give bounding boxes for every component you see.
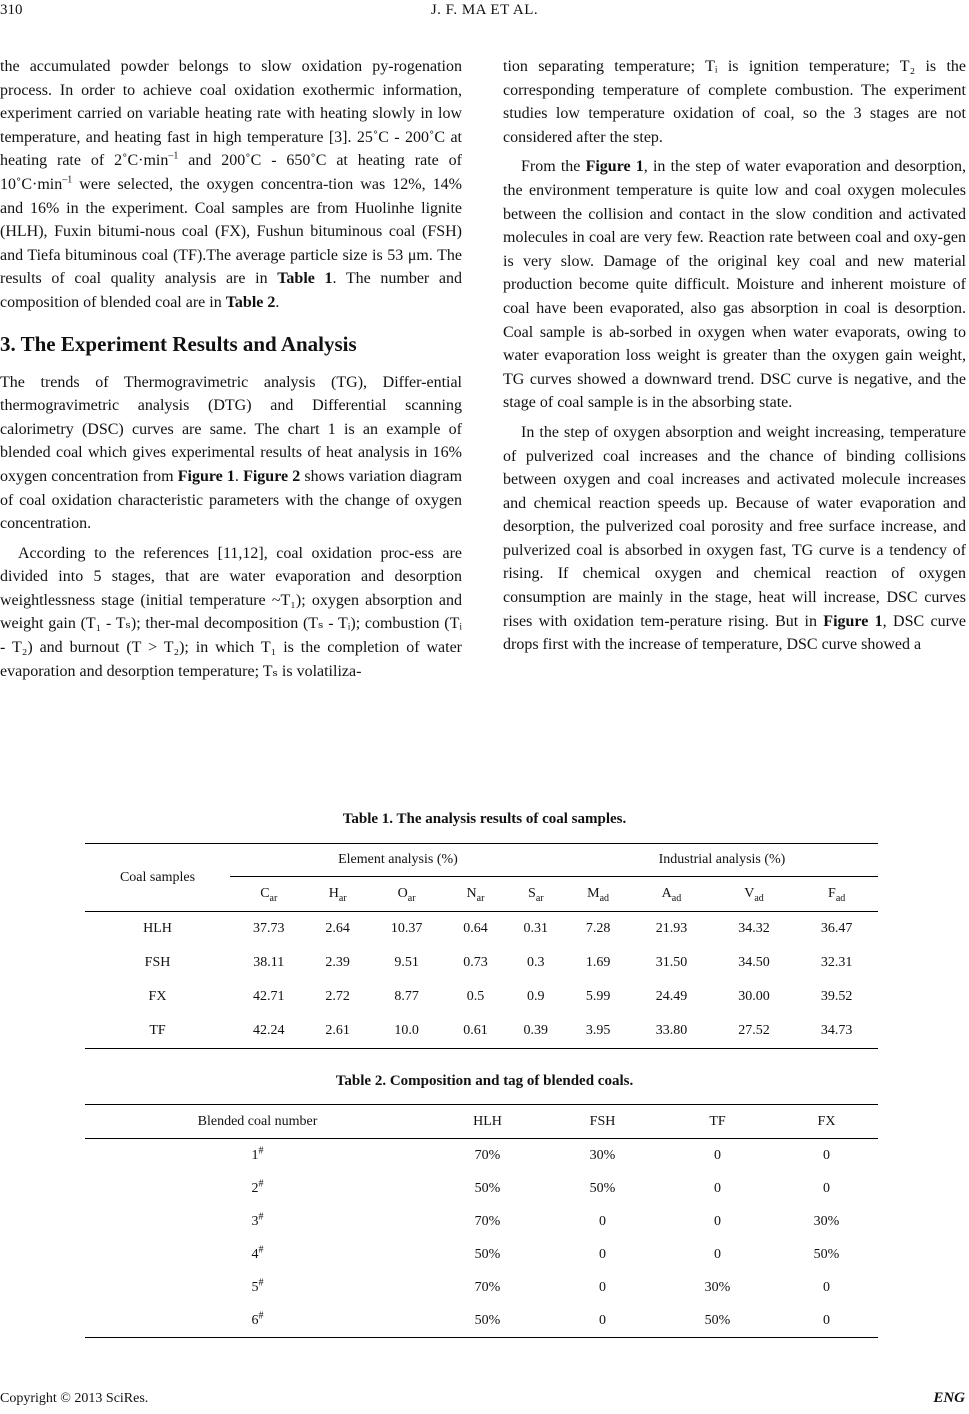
table-cell: 34.32 — [738, 921, 770, 936]
table-cell: 2.61 — [325, 1023, 350, 1038]
table-cell: 38.11 — [253, 955, 285, 970]
table-cell: 30% — [813, 1213, 840, 1229]
table-cell: 0.3 — [527, 955, 545, 970]
table-cell: 0.39 — [523, 1023, 549, 1038]
table-cell: 0 — [599, 1279, 606, 1295]
table-cell: 0 — [599, 1312, 606, 1328]
table-cell: 50% — [813, 1246, 840, 1262]
table-cell: 5.99 — [585, 989, 611, 1004]
table-cell: 70% — [474, 1147, 501, 1163]
table-cell: 7.28 — [585, 921, 611, 936]
table-cell: 0.9 — [527, 989, 545, 1004]
table-cell: 70% — [474, 1279, 501, 1295]
table-cell: 0.31 — [523, 921, 549, 936]
right-paragraph-2: From the Figure 1, in the step of water evaporation and desorption, the environment temperature is quite low and coal oxygen molecules between the collision and contact in the slow condition and activated molecules in coal are very few. Reaction rate between coal and oxy-gen is very slow. Damage of the original key coal and new material production become quite difficult. Moisture and inherent moisture of coal have been evaporated, also gas absorption in coal is desorption. Coal sample is ab-sorbed in oxygen when water evaporats, owing to water evaporation loss weight is greater than the oxygen gain weight, TG curves showed a downward trend. DSC curve is negative, and the stage of coal sample is in the absorbing state. — [503, 158, 967, 412]
journal-abbreviation: ENG — [933, 1390, 965, 1406]
table-cell: 70% — [474, 1213, 501, 1229]
table-cell: 30.00 — [738, 989, 770, 1004]
column-header: $M_{ad}$ — [587, 886, 610, 904]
table-cell: 31.50 — [655, 955, 688, 970]
figure-1-reference: Figure 1 — [585, 158, 644, 176]
industrial-analysis-header: Industrial analysis (%) — [566, 844, 878, 877]
table-1-caption: Table 1. The analysis results of coal samples. — [342, 811, 627, 827]
table-cell: 10.37 — [390, 921, 423, 936]
table-cell: 0 — [823, 1147, 830, 1163]
left-paragraph-2: The trends of Thermogravimetric analysis (TG), Differ-ential thermogravimetric analysis (DTG) and Differential scanning calorimetry (DSC) curves are same. The chart 1 is an example of blended coal which gives experimental results of heat analysis in 16% oxygen concentration from Figure 1. Figure 2 shows variation diagram of coal oxidation characteristic parameters with the change of oxygen concentration. — [0, 373, 463, 533]
element-analysis-header: Element analysis (%) — [230, 844, 566, 877]
blended-coal-number: 5# — [251, 1276, 264, 1295]
figure-2-reference: Figure 2 — [243, 467, 301, 485]
table-cell: 0 — [714, 1213, 721, 1229]
blended-coal-table — [85, 1104, 878, 1338]
table-cell: 50% — [704, 1312, 731, 1328]
table-cell: 0 — [823, 1180, 830, 1196]
table-cell: 0 — [823, 1312, 830, 1328]
column-header: $C_{ar}$ — [260, 886, 278, 904]
column-header: $V_{ad}$ — [744, 886, 764, 904]
table-2-caption: Table 2. Composition and tag of blended coals. — [335, 1073, 634, 1089]
table-cell: 0.73 — [463, 955, 488, 970]
table-2-reference: Table 2 — [225, 293, 276, 311]
column-header: $S_{ar}$ — [528, 886, 544, 904]
table-cell: 0 — [714, 1180, 721, 1196]
table-cell: 0 — [823, 1279, 830, 1295]
table-cell: 0 — [714, 1147, 721, 1163]
table-row — [85, 1205, 878, 1238]
table-cell: 30% — [704, 1279, 731, 1295]
table-cell: 50% — [474, 1180, 501, 1196]
column-header: $N_{ar}$ — [466, 886, 485, 904]
table-cell: 36.47 — [820, 921, 853, 936]
table-cell: 0 — [599, 1213, 606, 1229]
table-cell: 9.51 — [394, 955, 419, 970]
table-cell: 0 — [714, 1246, 721, 1262]
page-number: 310 — [0, 2, 23, 18]
table-cell: 0.61 — [463, 1023, 488, 1038]
table-cell: 30% — [589, 1147, 616, 1163]
column-header: Blended coal number — [85, 1105, 430, 1139]
table-cell: 21.93 — [655, 921, 688, 936]
coal-sample-name: HLH — [143, 921, 172, 936]
column-header: $H_{ar}$ — [328, 886, 347, 904]
blended-coal-number: 4# — [251, 1243, 264, 1262]
table-row — [85, 1238, 878, 1271]
table-row — [85, 1172, 878, 1205]
copyright-notice: Copyright © 2013 SciRes. — [0, 1391, 149, 1406]
right-paragraph-3: In the step of oxygen absorption and weight increasing, temperature of pulverized coal increases and the chance of binding collisions between oxygen and coal increases and activated molecule increases and chemical reaction speeds up. Because of water evaporation and desorption, the pulverized coal porosity and free surface increase, and pulverized coal is absorbed in oxygen fast, TG curve is a tendency of rising. If chemical oxygen and chemical reaction of oxygen consumption are mainly in the stage, heat will increase, DSC curves rises with oxidation tem-perature rising. But in Figure 1, DSC curve drops first with the increase of temperature, DSC curve showed a — [503, 423, 966, 654]
table-cell: 8.77 — [394, 989, 419, 1004]
table-row — [85, 946, 878, 980]
column-header: $A_{ad}$ — [661, 886, 682, 904]
table-row — [85, 1271, 878, 1304]
table-header-row — [85, 844, 878, 877]
table-1-reference: Table 1 — [277, 270, 333, 288]
left-paragraph-3: According to the references [11,12], coal oxidation proc-ess are divided into 5 stages, that are water evaporation and desorption weightlessness stage (initial temperature ~T₁); oxygen absorption and weight gain (T₁ - Tₛ); ther-mal decomposition (Tₛ - Tᵢ); combustion (Tᵢ - T₂) and burnout (T > T₂); in which T₁ is the completion of water evaporation and desorption temperature; Tₛ is volatiliza- — [0, 544, 462, 680]
table-cell: 50% — [589, 1180, 616, 1196]
table-cell: 2.64 — [325, 921, 350, 936]
blended-coal-number: 6# — [251, 1309, 264, 1328]
table-cell: 42.24 — [253, 1023, 285, 1038]
table-row — [85, 912, 878, 947]
table-cell: 39.52 — [820, 989, 853, 1004]
table-row — [85, 1014, 878, 1049]
right-column — [503, 55, 966, 657]
column-header: TF — [660, 1105, 775, 1139]
column-header: HLH — [430, 1105, 545, 1139]
table-cell: 0 — [599, 1246, 606, 1262]
table-cell: 50% — [474, 1246, 501, 1262]
table-row — [85, 980, 878, 1014]
table-cell: 42.71 — [253, 989, 285, 1004]
column-header: FX — [775, 1105, 878, 1139]
column-header: $F_{ad}$ — [828, 886, 846, 904]
running-header-author: J. F. MA ET AL. — [430, 2, 539, 18]
figure-1-reference: Figure 1 — [823, 612, 883, 630]
section-heading: 3. The Experiment Results and Analysis — [0, 331, 357, 356]
blended-coal-number: 3# — [251, 1210, 264, 1229]
coal-sample-name: FSH — [144, 955, 171, 970]
table-cell: 3.95 — [585, 1023, 611, 1038]
table-cell: 27.52 — [738, 1023, 770, 1038]
table-row — [85, 1304, 878, 1338]
table-row — [85, 1139, 878, 1173]
table-cell: 32.31 — [820, 955, 853, 970]
coal-analysis-table — [85, 843, 878, 1049]
figure-1-reference: Figure 1 — [177, 467, 235, 485]
table-cell: 34.73 — [820, 1023, 853, 1038]
table-cell: 50% — [474, 1312, 501, 1328]
table-cell: 0.64 — [463, 921, 488, 936]
column-header: $O_{ar}$ — [397, 886, 416, 904]
table-cell: 34.50 — [738, 955, 770, 970]
table-cell: 2.39 — [325, 955, 350, 970]
table-cell: 1.69 — [585, 955, 611, 970]
right-paragraph-1: tion separating temperature; Tᵢ is ignition temperature; T₂ is the corresponding temperature of complete combustion. The experiment studies low temperature oxidation of coal, so the 3 stages are not considered after the step. — [503, 58, 966, 146]
table-cell: 2.72 — [325, 989, 350, 1004]
coal-sample-name: FX — [148, 989, 167, 1004]
table-cell: 0.5 — [466, 989, 485, 1004]
table-cell: 37.73 — [253, 921, 285, 936]
blended-coal-number: 1# — [251, 1144, 264, 1163]
table-cell: 10.0 — [394, 1023, 419, 1038]
table-header-row — [85, 1105, 878, 1139]
left-paragraph-1: the accumulated powder belongs to slow oxidation py-rogenation process. In order to achieve coal oxidation exothermic information, experiment carried on variable heating rate with heating slowly in low temperature, and heating fast in high temperature [3]. 25˚C - 200˚C at heating rate of $2˚C\cdot\min^{-1}$ and 200˚C - 650˚C at heating rate of $10˚C\cdot\min^{-1}$ were selected, the oxygen concentra-tion was 12%, 14% and 16% in the experiment. Coal samples are from Huolinhe lignite (HLH), Fuxin bitumi-nous coal (FX), Fushun bituminous coal (FSH) and Tiefa bituminous coal (TF).The average particle size is 53 μm. The results of coal quality analysis are in Table 1. The number and composition of blended coal are in Table 2. — [0, 58, 463, 311]
coal-samples-header: Coal samples — [119, 869, 196, 885]
blended-coal-number: 2# — [251, 1177, 264, 1196]
table-cell: 24.49 — [655, 989, 688, 1004]
column-header: FSH — [545, 1105, 660, 1139]
coal-sample-name: TF — [149, 1023, 166, 1038]
left-column — [0, 55, 462, 683]
table-cell: 33.80 — [655, 1023, 688, 1038]
